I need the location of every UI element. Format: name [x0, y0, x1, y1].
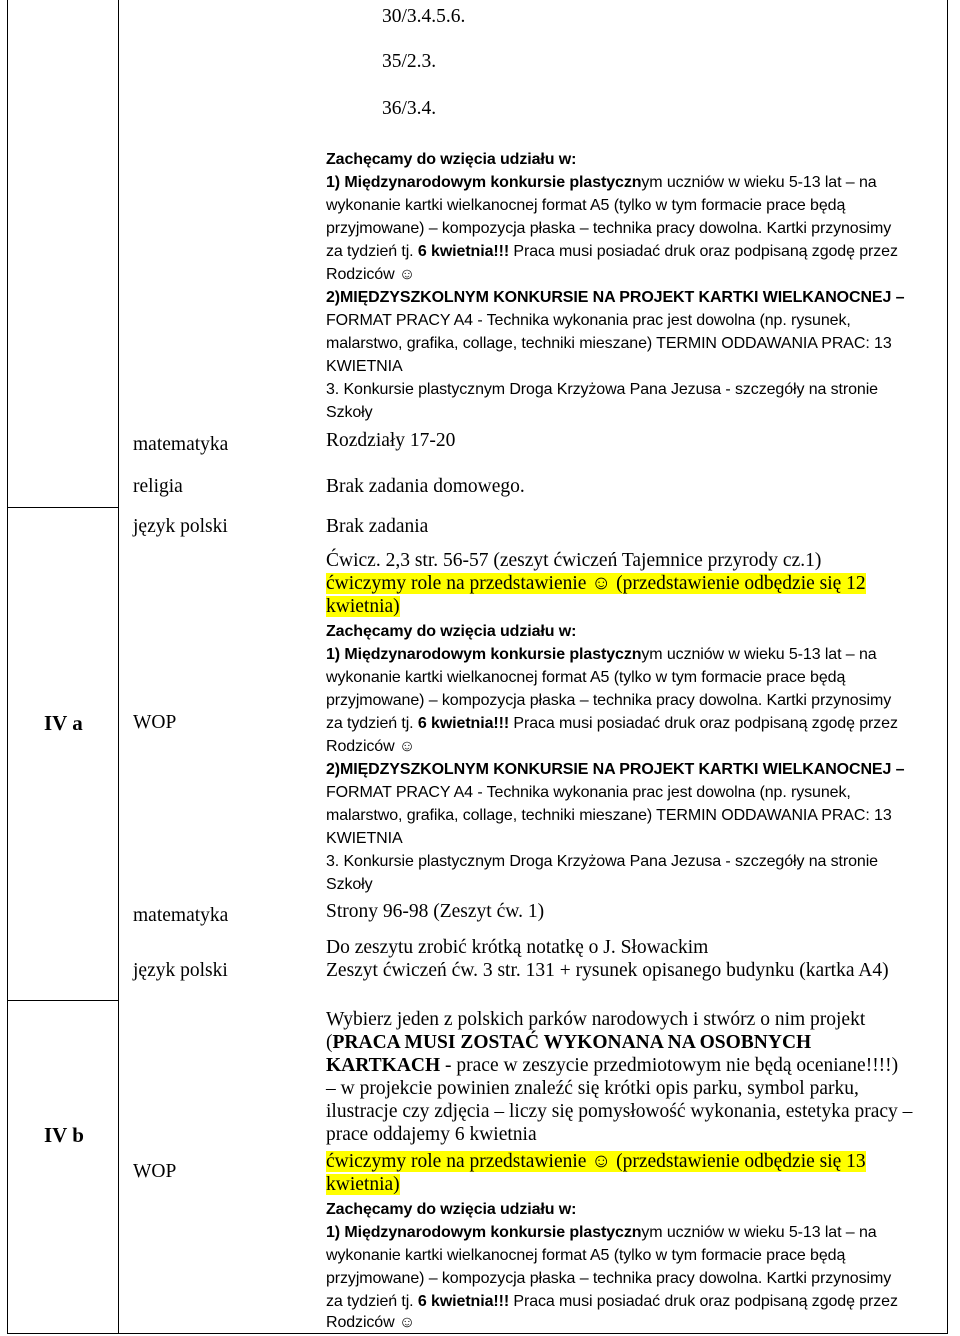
task-matematyka: Strony 96-98 (Zeszyt ćw. 1) — [326, 901, 545, 922]
task-wop-line: Ćwicz. 2,3 str. 56-57 (zeszyt ćwiczeń Tajemnice przyrody cz.1) — [326, 550, 822, 571]
task-wop-line: Wybierz jeden z polskich parków narodowych i stwórz o nim projekt — [326, 1009, 866, 1030]
task-wop-line: prace oddajemy 6 kwietnia — [326, 1124, 537, 1145]
task-wop-line: ilustracje czy zdjęcia – liczy się pomysłowość wykonania, estetyka pracy – — [326, 1101, 913, 1122]
task-wop-highlight: ćwiczymy role na przedstawienie ☺ (przedstawienie odbędzie się 13 — [326, 1151, 866, 1172]
contest-line: wykonanie kartki wielkanocnej format A5 (tylko w tym formacie prace będą — [326, 1247, 846, 1264]
contest-text: za tydzień tj. — [326, 715, 418, 732]
table-divider-iva-top — [7, 507, 118, 508]
contest-text: Praca musi posiadać druk oraz podpisaną zgodę przez — [509, 243, 898, 260]
contest-text: ym uczniów w wieku 5-13 lat – na — [641, 1224, 877, 1241]
table-border-right — [947, 0, 948, 1334]
contest-line — [326, 712, 898, 735]
task-matematyka: Rozdziały 17-20 — [326, 430, 456, 451]
task-wop-bold: KARTKACH — [326, 1055, 441, 1076]
table-border-left — [7, 0, 8, 1334]
task-wop-text: - prace w zeszycie przedmiotowym nie będą oceniane!!!!) — [440, 1055, 899, 1076]
contest-bold: 1) Międzynarodowym konkursie plastyczn — [326, 1224, 642, 1241]
ref-line-3: 36/3.4. — [382, 98, 437, 119]
ref-line-2: 35/2.3. — [382, 51, 437, 72]
contest-line: Rodziców ☺ — [326, 1314, 416, 1331]
task-jezyk-polski: Brak zadania — [326, 516, 429, 537]
contest-line: malarstwo, grafika, collage, techniki mieszane) TERMIN ODDAWANIA PRAC: 13 — [326, 335, 892, 352]
contest-line: Szkoły — [326, 876, 373, 893]
table-divider-iva-ivb — [7, 1000, 118, 1001]
contest-text: Praca musi posiadać druk oraz podpisaną zgodę przez — [509, 1293, 898, 1310]
contest-header: Zachęcamy do wzięcia udziału w: — [326, 623, 577, 640]
contest-line: KWIETNIA — [326, 830, 403, 847]
table-divider-class — [118, 0, 119, 1334]
contest-line: przyjmowane) – kompozycja płaska – technika pracy dowolna. Kartki przynosimy — [326, 1270, 892, 1287]
contest-bold: 1) Międzynarodowym konkursie plastyczn — [326, 174, 642, 191]
contest-line: Rodziców ☺ — [326, 738, 416, 755]
subject-matematyka: matematyka — [133, 905, 229, 926]
task-wop-highlight: ćwiczymy role na przedstawienie ☺ (przedstawienie odbędzie się 12 — [326, 573, 866, 594]
contest-line: FORMAT PRACY A4 - Technika wykonania prac jest dowolna (np. rysunek, — [326, 312, 851, 329]
contest-line — [326, 643, 877, 666]
ref-line-1: 30/3.4.5.6. — [382, 6, 466, 27]
class-label-ivb: IV b — [44, 1123, 84, 1147]
contest-line — [326, 171, 877, 194]
contest-line: przyjmowane) – kompozycja płaska – technika pracy dowolna. Kartki przynosimy — [326, 692, 892, 709]
contest-deadline: 6 kwietnia!!! — [417, 715, 510, 732]
subject-wop: WOP — [133, 712, 177, 733]
contest-line — [326, 240, 898, 263]
contest-line: 2)MIĘDZYSZKOLNYM KONKURSIE NA PROJEKT KARTKI WIELKANOCNEJ – — [326, 289, 905, 306]
contest-line: 3. Konkursie plastycznym Droga Krzyżowa Pana Jezusa - szczegóły na stronie — [326, 381, 878, 398]
task-wop-text: ( — [326, 1032, 333, 1053]
contest-header: Zachęcamy do wzięcia udziału w: — [326, 151, 577, 168]
subject-jezyk-polski: język polski — [133, 516, 228, 537]
contest-text: za tydzień tj. — [326, 243, 418, 260]
task-wop-bold: PRACA MUSI ZOSTAĆ WYKONANA NA OSOBNYCH — [332, 1032, 812, 1053]
contest-deadline: 6 kwietnia!!! — [417, 243, 510, 260]
subject-wop: WOP — [133, 1161, 177, 1182]
contest-line: Rodziców ☺ — [326, 266, 416, 283]
contest-header: Zachęcamy do wzięcia udziału w: — [326, 1201, 577, 1218]
table-border-bottom — [7, 1333, 948, 1334]
contest-bold: 1) Międzynarodowym konkursie plastyczn — [326, 646, 642, 663]
subject-jezyk-polski: język polski — [133, 960, 228, 981]
contest-line: KWIETNIA — [326, 358, 403, 375]
task-wop-line — [326, 1031, 811, 1054]
task-wop-highlight: kwietnia) — [326, 1174, 400, 1195]
contest-line: 3. Konkursie plastycznym Droga Krzyżowa Pana Jezusa - szczegóły na stronie — [326, 853, 878, 870]
contest-deadline: 6 kwietnia!!! — [417, 1293, 510, 1310]
task-wop-line: – w projekcie powinien znaleźć się krótki opis parku, symbol parku, — [326, 1078, 859, 1099]
contest-line — [326, 1290, 898, 1313]
contest-line: Szkoły — [326, 404, 373, 421]
task-jezyk-polski-line: Do zeszytu zrobić krótką notatkę o J. Słowackim — [326, 937, 709, 958]
subject-religia: religia — [133, 476, 183, 497]
contest-line: wykonanie kartki wielkanocnej format A5 (tylko w tym formacie prace będą — [326, 669, 846, 686]
subject-matematyka: matematyka — [133, 434, 229, 455]
contest-text: ym uczniów w wieku 5-13 lat – na — [641, 174, 877, 191]
contest-line — [326, 1221, 877, 1244]
contest-line: malarstwo, grafika, collage, techniki mieszane) TERMIN ODDAWANIA PRAC: 13 — [326, 807, 892, 824]
class-label-iva: IV a — [44, 711, 83, 735]
contest-text: za tydzień tj. — [326, 1293, 418, 1310]
contest-line: przyjmowane) – kompozycja płaska – technika pracy dowolna. Kartki przynosimy — [326, 220, 892, 237]
contest-text: Praca musi posiadać druk oraz podpisaną zgodę przez — [509, 715, 898, 732]
task-jezyk-polski-line: Zeszyt ćwiczeń ćw. 3 str. 131 + rysunek opisanego budynku (kartka A4) — [326, 960, 889, 981]
task-wop-highlight: kwietnia) — [326, 596, 400, 617]
contest-line: FORMAT PRACY A4 - Technika wykonania prac jest dowolna (np. rysunek, — [326, 784, 851, 801]
contest-text: ym uczniów w wieku 5-13 lat – na — [641, 646, 877, 663]
task-religia: Brak zadania domowego. — [326, 476, 525, 497]
contest-line: 2)MIĘDZYSZKOLNYM KONKURSIE NA PROJEKT KARTKI WIELKANOCNEJ – — [326, 761, 905, 778]
contest-line: wykonanie kartki wielkanocnej format A5 (tylko w tym formacie prace będą — [326, 197, 846, 214]
task-wop-line — [326, 1054, 898, 1077]
